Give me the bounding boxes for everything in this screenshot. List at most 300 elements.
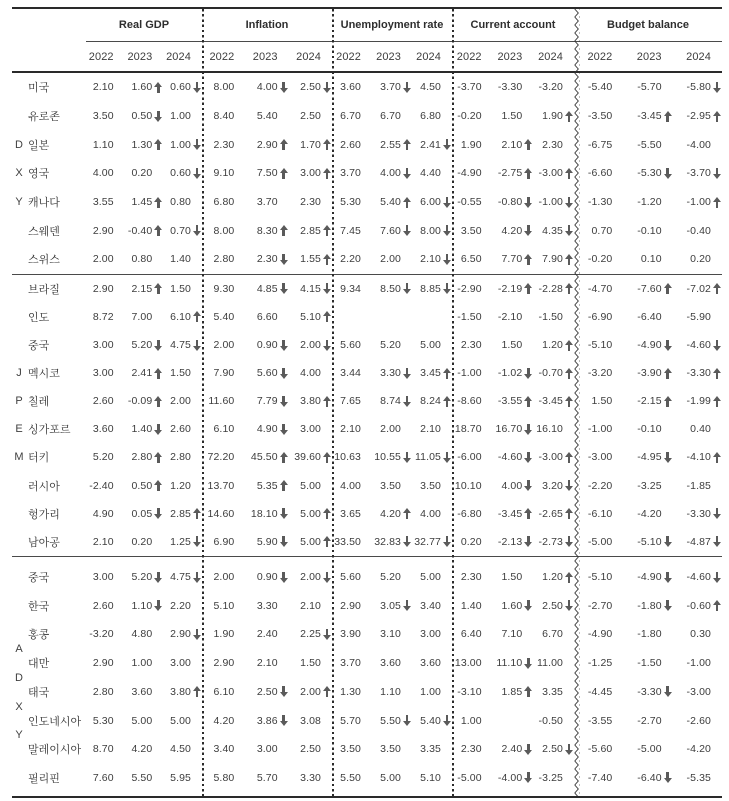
value-cell	[332, 359, 372, 387]
cell-value: 2.00	[92, 253, 114, 266]
cell-value: 3.45	[420, 367, 441, 380]
arrow-slot	[279, 508, 289, 519]
cell-value: -5.30	[637, 167, 662, 180]
cell-value: 10.10	[454, 479, 482, 492]
up-arrow-icon	[280, 452, 288, 463]
metric-group-cells	[452, 359, 574, 387]
cell-value: -2.90	[457, 282, 482, 295]
up-arrow-icon	[193, 311, 201, 322]
down-arrow-icon	[280, 396, 288, 407]
column-group-row	[12, 9, 722, 42]
value-cell	[125, 159, 164, 188]
arrow-slot	[712, 600, 722, 611]
cell-value: 6.60	[256, 310, 278, 323]
down-arrow-icon	[280, 283, 288, 294]
table-row	[12, 245, 722, 274]
metric-group-cells	[86, 359, 202, 387]
cell-value: 1.40	[170, 253, 191, 266]
value-cell	[125, 563, 164, 592]
value-cell	[332, 331, 372, 359]
arrow-slot	[523, 396, 533, 407]
down-arrow-icon	[403, 82, 411, 93]
arrow-slot	[564, 368, 574, 379]
metric-group-cells	[452, 216, 574, 245]
down-arrow-icon	[280, 254, 288, 265]
cell-value: 8.70	[92, 743, 114, 756]
metric-group-cells	[452, 591, 574, 620]
down-arrow-icon	[664, 536, 672, 547]
cell-value: 3.50	[420, 479, 441, 492]
value-cell	[533, 620, 574, 649]
value-cell	[202, 706, 245, 735]
value-cell	[372, 387, 412, 415]
cell-value: -1.00	[457, 367, 482, 380]
cell-value: 2.85	[300, 224, 321, 237]
cell-value: -4.95	[637, 451, 662, 464]
value-cell	[202, 591, 245, 620]
value-cell	[623, 245, 672, 274]
value-cell	[533, 678, 574, 707]
down-arrow-icon	[154, 600, 162, 611]
metric-group-cells	[202, 159, 332, 188]
cell-value: -1.20	[637, 196, 662, 209]
cell-value: 4.20	[213, 714, 235, 727]
arrow-slot	[279, 139, 289, 150]
year-label: 2022	[456, 50, 482, 63]
cell-value: 1.20	[170, 479, 191, 492]
value-cell	[86, 443, 125, 471]
cell-value: 11.60	[208, 395, 235, 408]
cell-value: 8.85	[420, 282, 441, 295]
arrow-slot	[402, 168, 412, 179]
value-cell	[673, 216, 722, 245]
value-cell	[533, 500, 574, 528]
value-cell	[245, 188, 288, 217]
arrow-slot	[663, 572, 673, 583]
value-cell	[332, 188, 372, 217]
value-cell	[372, 471, 412, 499]
country-label: 인도네시아	[28, 715, 82, 728]
value-cell	[673, 130, 722, 159]
value-cell	[493, 73, 534, 102]
arrow-slot	[279, 536, 289, 547]
up-arrow-icon	[154, 283, 162, 294]
cell-value: -2.15	[637, 395, 662, 408]
up-arrow-icon	[565, 452, 573, 463]
value-cell	[202, 563, 245, 592]
column-group-header	[574, 9, 722, 41]
value-cell	[202, 245, 245, 274]
year-header-cell	[245, 42, 288, 71]
metric-group-cells	[332, 216, 452, 245]
cell-value: 4.35	[542, 224, 563, 237]
metric-group-cells	[452, 500, 574, 528]
value-cell	[202, 331, 245, 359]
cell-value: 2.80	[131, 451, 153, 464]
metric-group-cells	[202, 706, 332, 735]
country-label: 유로존	[28, 111, 60, 124]
value-cell	[493, 303, 534, 331]
value-cell	[493, 415, 534, 443]
value-cell	[202, 188, 245, 217]
arrow-slot	[442, 536, 452, 547]
value-cell	[332, 500, 372, 528]
value-cell	[412, 303, 452, 331]
cell-value: -1.02	[497, 367, 523, 380]
metric-group-cells	[86, 188, 202, 217]
column-group-label: Current account	[470, 19, 556, 31]
down-arrow-icon	[323, 629, 331, 640]
value-cell	[332, 303, 372, 331]
country-label: 멕시코	[28, 368, 60, 381]
cell-value: 2.60	[92, 395, 114, 408]
metric-group-cells	[332, 649, 452, 678]
table-row	[12, 159, 722, 188]
cell-value: -3.45	[497, 507, 523, 520]
arrow-slot	[279, 283, 289, 294]
arrow-slot	[153, 480, 163, 491]
value-cell	[574, 102, 623, 131]
value-cell	[372, 735, 412, 764]
cell-value: 2.00	[300, 685, 321, 698]
group-letter: Y	[15, 196, 23, 209]
arrow-slot	[663, 452, 673, 463]
table-row	[12, 216, 722, 245]
up-arrow-icon	[154, 197, 162, 208]
value-cell	[289, 387, 332, 415]
value-cell	[533, 471, 574, 499]
value-cell	[289, 303, 332, 331]
cell-value: 1.00	[170, 110, 191, 123]
value-cell	[623, 764, 672, 793]
arrow-slot	[712, 82, 722, 93]
value-cell	[86, 331, 125, 359]
year-header-cell	[202, 42, 245, 71]
economic-forecast-table	[12, 7, 722, 798]
value-cell	[289, 591, 332, 620]
arrow-slot	[523, 197, 533, 208]
value-cell	[289, 216, 332, 245]
metric-group-cells	[86, 563, 202, 592]
cell-value: -4.60	[497, 451, 523, 464]
down-arrow-icon	[524, 658, 532, 669]
cell-value: 8.24	[420, 395, 441, 408]
up-arrow-icon	[565, 368, 573, 379]
value-cell	[452, 620, 493, 649]
arrow-slot	[279, 396, 289, 407]
arrow-slot	[523, 452, 533, 463]
value-cell	[452, 591, 493, 620]
country-label: 인도	[28, 311, 50, 324]
cell-value: 3.00	[170, 657, 191, 670]
table-section	[12, 73, 722, 274]
down-arrow-icon	[664, 600, 672, 611]
cell-value: 3.60	[420, 657, 441, 670]
metric-group-cells	[452, 528, 574, 556]
value-cell	[202, 102, 245, 131]
metric-group-cells	[202, 528, 332, 556]
arrow-slot	[192, 686, 202, 697]
metric-group-cells	[574, 563, 722, 592]
value-cell	[533, 216, 574, 245]
cell-value: 4.90	[256, 423, 278, 436]
value-cell	[289, 331, 332, 359]
table-row	[12, 528, 722, 556]
arrow-slot	[153, 197, 163, 208]
cell-value: 5.00	[380, 771, 401, 784]
cell-value: 2.00	[380, 423, 401, 436]
value-cell	[202, 359, 245, 387]
cell-value: 7.90	[213, 367, 235, 380]
cell-value: 8.74	[380, 395, 401, 408]
value-cell	[412, 415, 452, 443]
up-arrow-icon	[524, 254, 532, 265]
year-header-cell	[493, 42, 534, 71]
value-cell	[673, 73, 722, 102]
value-cell	[574, 130, 623, 159]
value-cell	[86, 735, 125, 764]
down-arrow-icon	[403, 225, 411, 236]
value-cell	[493, 678, 534, 707]
value-cell	[202, 500, 245, 528]
metric-group-cells	[86, 528, 202, 556]
value-cell	[163, 678, 202, 707]
up-arrow-icon	[323, 168, 331, 179]
cell-value: 3.70	[256, 196, 278, 209]
metric-group-cells	[86, 443, 202, 471]
arrow-slot	[322, 686, 332, 697]
value-cell	[574, 387, 623, 415]
metric-group-cells	[86, 387, 202, 415]
arrow-slot	[402, 600, 412, 611]
value-cell	[452, 245, 493, 274]
cell-value: 5.00	[300, 507, 321, 520]
arrow-slot	[523, 658, 533, 669]
value-cell	[623, 735, 672, 764]
cell-value: -7.02	[686, 282, 711, 295]
cell-value: 2.80	[92, 685, 114, 698]
cell-value: 1.10	[380, 685, 401, 698]
value-cell	[163, 415, 202, 443]
up-arrow-icon	[713, 111, 721, 122]
cell-value: 3.20	[542, 479, 563, 492]
group-letter: Y	[15, 729, 23, 742]
metric-group-cells	[452, 764, 574, 793]
up-arrow-icon	[154, 480, 162, 491]
value-cell	[289, 359, 332, 387]
value-cell	[623, 188, 672, 217]
value-cell	[574, 303, 623, 331]
cell-value: 10.55	[374, 451, 401, 464]
down-arrow-icon	[280, 572, 288, 583]
value-cell	[202, 620, 245, 649]
arrow-slot	[564, 168, 574, 179]
cell-value: 5.60	[340, 571, 361, 584]
value-cell	[332, 735, 372, 764]
cell-value: 8.72	[92, 310, 114, 323]
metric-group-cells	[202, 73, 332, 102]
cell-value: 2.30	[256, 253, 278, 266]
cell-value: 0.60	[170, 167, 191, 180]
cell-value: -0.09	[127, 395, 153, 408]
up-arrow-icon	[565, 508, 573, 519]
arrow-slot	[322, 452, 332, 463]
cell-value: 4.00	[92, 167, 114, 180]
value-cell	[245, 216, 288, 245]
cell-value: -2.19	[497, 282, 523, 295]
year-label: 2024	[416, 50, 441, 63]
value-cell	[372, 275, 412, 303]
value-cell	[86, 359, 125, 387]
cell-value: 1.90	[460, 138, 482, 151]
metric-group-cells	[202, 216, 332, 245]
cell-value: -3.45	[538, 395, 563, 408]
up-arrow-icon	[565, 396, 573, 407]
cell-value: 2.40	[256, 628, 278, 641]
cell-value: 3.10	[380, 628, 401, 641]
cell-value: 8.30	[256, 224, 278, 237]
value-cell	[289, 159, 332, 188]
cell-value: 5.70	[340, 714, 361, 727]
table-row	[12, 415, 722, 443]
metric-group-cells	[452, 245, 574, 274]
arrow-slot	[153, 572, 163, 583]
value-cell	[202, 73, 245, 102]
down-arrow-icon	[323, 572, 331, 583]
up-arrow-icon	[524, 139, 532, 150]
arrow-slot	[564, 340, 574, 351]
cell-value: 4.00	[420, 507, 441, 520]
cell-value: 5.10	[420, 771, 441, 784]
value-cell	[452, 706, 493, 735]
value-cell	[452, 735, 493, 764]
value-cell	[245, 443, 288, 471]
value-cell	[623, 471, 672, 499]
cell-value: -0.80	[497, 196, 523, 209]
value-cell	[533, 591, 574, 620]
cell-value: 0.20	[131, 535, 153, 548]
down-arrow-icon	[443, 197, 451, 208]
metric-group-cells	[202, 735, 332, 764]
value-cell	[163, 528, 202, 556]
value-cell	[289, 678, 332, 707]
arrow-slot	[523, 508, 533, 519]
cell-value: 3.44	[340, 367, 361, 380]
metric-group-cells	[332, 471, 452, 499]
value-cell	[202, 528, 245, 556]
arrow-slot	[279, 254, 289, 265]
value-cell	[163, 706, 202, 735]
metric-group-cells	[86, 591, 202, 620]
cell-value: -3.70	[457, 81, 482, 94]
value-cell	[372, 245, 412, 274]
table-row	[12, 331, 722, 359]
cell-value: -4.87	[686, 535, 711, 548]
value-cell	[574, 528, 623, 556]
value-cell	[202, 130, 245, 159]
cell-value: -1.85	[686, 479, 711, 492]
cell-value: 6.70	[380, 110, 401, 123]
header-corner	[12, 42, 86, 71]
cell-value: 1.50	[170, 367, 191, 380]
value-cell	[163, 387, 202, 415]
value-cell	[86, 245, 125, 274]
cell-value: 3.80	[170, 685, 191, 698]
arrow-slot	[564, 197, 574, 208]
cell-value: -3.30	[686, 367, 711, 380]
arrow-slot	[442, 452, 452, 463]
cell-value: 1.30	[131, 138, 153, 151]
arrow-slot	[523, 536, 533, 547]
cell-value: 3.00	[92, 339, 114, 352]
value-cell	[493, 471, 534, 499]
cell-value: 0.90	[256, 339, 278, 352]
down-arrow-icon	[443, 225, 451, 236]
arrow-slot	[712, 111, 722, 122]
cell-value: -6.00	[457, 451, 482, 464]
cell-value: 2.55	[380, 138, 401, 151]
cell-value: -3.30	[497, 81, 523, 94]
value-cell	[332, 620, 372, 649]
arrow-slot	[442, 225, 452, 236]
cell-value: 1.40	[460, 599, 482, 612]
down-arrow-icon	[323, 82, 331, 93]
arrow-slot	[322, 254, 332, 265]
value-cell	[245, 620, 288, 649]
value-cell	[372, 764, 412, 793]
cell-value: 7.10	[501, 628, 523, 641]
cell-value: 3.30	[380, 367, 401, 380]
metric-group-cells	[202, 102, 332, 131]
cell-value: 2.50	[300, 81, 321, 94]
arrow-slot	[153, 340, 163, 351]
column-group-label: Real GDP	[118, 19, 170, 31]
cell-value: 2.40	[501, 743, 523, 756]
value-cell	[452, 331, 493, 359]
value-cell	[372, 678, 412, 707]
value-cell	[673, 245, 722, 274]
group-letter: D	[15, 138, 23, 151]
metric-group-cells	[574, 678, 722, 707]
arrow-slot	[523, 283, 533, 294]
arrow-slot	[402, 452, 412, 463]
metric-group-cells	[86, 706, 202, 735]
cell-value: -6.75	[587, 138, 613, 151]
value-cell	[163, 359, 202, 387]
cell-value: -6.10	[587, 507, 613, 520]
cell-value: 3.35	[542, 685, 563, 698]
metric-group-cells	[86, 331, 202, 359]
value-cell	[493, 275, 534, 303]
column-group-header	[452, 9, 574, 41]
cell-value: 3.05	[380, 599, 401, 612]
value-cell	[245, 678, 288, 707]
value-cell	[289, 500, 332, 528]
down-arrow-icon	[524, 368, 532, 379]
value-cell	[673, 443, 722, 471]
arrow-slot	[402, 225, 412, 236]
value-cell	[623, 159, 672, 188]
cell-value: 8.50	[380, 282, 401, 295]
cell-value: -1.30	[587, 196, 613, 209]
cell-value: 1.90	[542, 110, 563, 123]
value-cell	[452, 563, 493, 592]
cell-value: 8.00	[213, 81, 235, 94]
cell-value: -0.20	[457, 110, 482, 123]
arrow-slot	[192, 82, 202, 93]
value-cell	[332, 706, 372, 735]
value-cell	[673, 528, 722, 556]
